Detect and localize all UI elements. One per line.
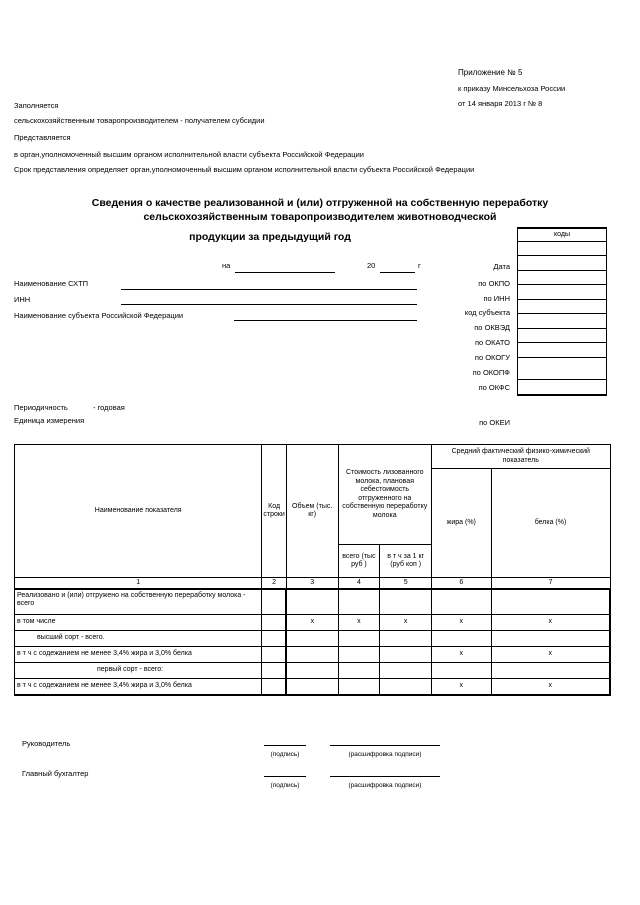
head-decode-caption: (расшифровка подписи) <box>348 751 422 758</box>
head-decode-line[interactable] <box>330 745 440 746</box>
codes-header: коды <box>518 228 607 241</box>
doc-title-line1: Сведения о качестве реализованной и (или) отгруженной на собственную переработку <box>91 197 549 209</box>
filled-by: сельскохозяйственным товаропроизводителем - получателем субсидии <box>14 116 265 125</box>
row-c4[interactable] <box>338 631 380 647</box>
row-c6[interactable] <box>432 663 492 679</box>
code-cell-okpo[interactable] <box>518 256 607 271</box>
col-num-5: 5 <box>380 578 432 589</box>
code-cell-okato[interactable] <box>518 314 607 329</box>
name-field[interactable] <box>121 289 417 290</box>
col-num-3: 3 <box>286 578 338 589</box>
row-c3[interactable] <box>286 679 338 695</box>
row-c4[interactable]: x <box>338 615 380 631</box>
table-row <box>15 663 611 679</box>
col-num-2: 2 <box>262 578 286 589</box>
filled-label: Заполняется <box>14 101 59 110</box>
row-c4[interactable] <box>338 647 380 663</box>
row-name: высший сорт - всего. <box>15 631 262 647</box>
th-volume: Объем (тыс. кг) <box>286 445 338 578</box>
order-date: от 14 января 2013 г № 8 <box>458 99 543 108</box>
row-name: в т ч с содежанием не менее 3,4% жира и 3,0% белка <box>15 679 262 695</box>
on-label: на <box>222 261 231 270</box>
head-signature-line[interactable] <box>264 745 306 746</box>
code-label-date: Дата <box>493 262 510 271</box>
code-label-okopf: по ОКОПФ <box>472 368 510 377</box>
row-c4[interactable] <box>338 663 380 679</box>
name-label: Наименование СХТП <box>14 279 89 288</box>
row-c4[interactable] <box>338 589 380 615</box>
row-c3[interactable] <box>286 631 338 647</box>
row-c3[interactable] <box>286 647 338 663</box>
row-code[interactable] <box>262 663 286 679</box>
row-code[interactable] <box>262 631 286 647</box>
row-code[interactable] <box>262 615 286 631</box>
row-c6[interactable]: x <box>432 679 492 695</box>
row-c7[interactable] <box>491 631 610 647</box>
row-c3[interactable]: x <box>286 615 338 631</box>
row-name: в т ч с содежанием не менее 3,4% жира и 3,0% белка <box>15 647 262 663</box>
head-label: Руководитель <box>22 739 71 748</box>
code-label-okato: по ОКАТО <box>474 338 510 347</box>
head-signature-caption: (подпись) <box>270 751 300 758</box>
row-c7[interactable] <box>491 663 610 679</box>
period-value: - годовая <box>93 403 125 412</box>
th-cost: Стоимость лизованного молока, плановая себестоимость отгруженного на собственную переработку молока <box>338 445 432 545</box>
th-name: Наименование показателя <box>15 445 262 578</box>
code-cell-okopf[interactable] <box>518 343 607 358</box>
row-c5[interactable]: x <box>380 615 432 631</box>
year-field[interactable] <box>380 272 415 273</box>
row-c6[interactable]: x <box>432 615 492 631</box>
subject-field[interactable] <box>234 320 417 321</box>
row-c6[interactable]: x <box>432 647 492 663</box>
accountant-signature-caption: (подпись) <box>270 782 300 789</box>
submitted-label: Представляется <box>14 133 71 142</box>
doc-title-line2: сельскохозяйственным товаропроизводителем животноводческой <box>143 211 497 223</box>
row-name: Реализовано и (или) отгружено на собственную переработку молока - всего <box>15 589 262 615</box>
accountant-signature-line[interactable] <box>264 776 306 777</box>
accountant-decode-line[interactable] <box>330 776 440 777</box>
row-c7[interactable]: x <box>491 647 610 663</box>
table-row <box>15 589 611 615</box>
th-fat: жира (%) <box>432 469 492 578</box>
table-row <box>15 647 611 663</box>
row-c5[interactable] <box>380 679 432 695</box>
col-num-4: 4 <box>338 578 380 589</box>
th-cost-total: всего (тыс руб ) <box>338 545 380 578</box>
row-c7[interactable]: x <box>491 679 610 695</box>
deadline-text: Срок представления определяет орган,уполномоченный высшим органом исполнительной власти субъекта Российской Федерации <box>14 165 475 174</box>
code-label-okfs: по ОКФС <box>478 383 510 392</box>
code-cell-okogu[interactable] <box>518 328 607 343</box>
inn-label: ИНН <box>14 295 31 304</box>
row-c3[interactable] <box>286 663 338 679</box>
code-cell-okei[interactable] <box>518 379 607 395</box>
row-c4[interactable] <box>338 679 380 695</box>
accountant-decode-caption: (расшифровка подписи) <box>348 782 422 789</box>
doc-title-line3: продукции за предыдущий год <box>189 231 351 243</box>
row-code[interactable] <box>262 679 286 695</box>
th-code: Код строки <box>262 445 286 578</box>
year-label: 20 <box>367 261 376 270</box>
table-row <box>15 615 611 631</box>
date-field[interactable] <box>235 272 335 273</box>
row-c7[interactable] <box>491 589 610 615</box>
code-cell-date[interactable] <box>518 241 607 256</box>
row-c6[interactable] <box>432 589 492 615</box>
code-label-inn: по ИНН <box>483 294 510 303</box>
submitted-to: в орган,уполномоченный высшим органом исполнительной власти субъекта Российской Федерации <box>14 150 364 159</box>
accountant-label: Главный бухгалтер <box>22 769 89 778</box>
code-label-okpo: по ОКПО <box>478 279 510 288</box>
order-reference: к приказу Минсельхоза России <box>458 84 566 93</box>
code-label-okei: по ОКЕИ <box>479 418 510 427</box>
code-cell-subject[interactable] <box>518 285 607 300</box>
code-label-okogu: по ОКОГУ <box>474 353 510 362</box>
code-cell-inn[interactable] <box>518 270 607 285</box>
row-name: в том числе <box>15 615 262 631</box>
appendix-number: Приложение № 5 <box>458 68 523 77</box>
row-c5[interactable] <box>380 631 432 647</box>
row-c3[interactable] <box>286 589 338 615</box>
unit-label: Единица измерения <box>14 416 85 425</box>
row-name: первый сорт - всего: <box>15 663 262 679</box>
row-c5[interactable] <box>380 647 432 663</box>
period-label: Периодичность <box>14 403 68 412</box>
row-c5[interactable] <box>380 663 432 679</box>
code-cell-okved[interactable] <box>518 299 607 314</box>
row-c5[interactable] <box>380 589 432 615</box>
indicators-table <box>14 444 611 696</box>
row-code[interactable] <box>262 647 286 663</box>
row-c7[interactable]: x <box>491 615 610 631</box>
th-avg: Средний фактический физико-химический показатель <box>432 445 610 469</box>
col-num-6: 6 <box>432 578 492 589</box>
row-c6[interactable] <box>432 631 492 647</box>
inn-field[interactable] <box>121 304 417 305</box>
th-cost-per-kg: в т ч за 1 кг (руб коп ) <box>380 545 432 578</box>
subject-label: Наименование субъекта Российской Федерации <box>14 311 184 320</box>
col-num-1: 1 <box>15 578 262 589</box>
year-suffix: г <box>418 261 421 270</box>
code-label-okved: по ОКВЭД <box>474 323 510 332</box>
code-cell-okfs[interactable] <box>518 357 607 379</box>
th-protein: белка (%) <box>491 469 610 578</box>
table-row <box>15 679 611 695</box>
table-row <box>15 631 611 647</box>
col-num-7: 7 <box>491 578 610 589</box>
row-code[interactable] <box>262 589 286 615</box>
codes-table <box>517 227 607 396</box>
code-label-subject: код субъекта <box>464 308 510 317</box>
